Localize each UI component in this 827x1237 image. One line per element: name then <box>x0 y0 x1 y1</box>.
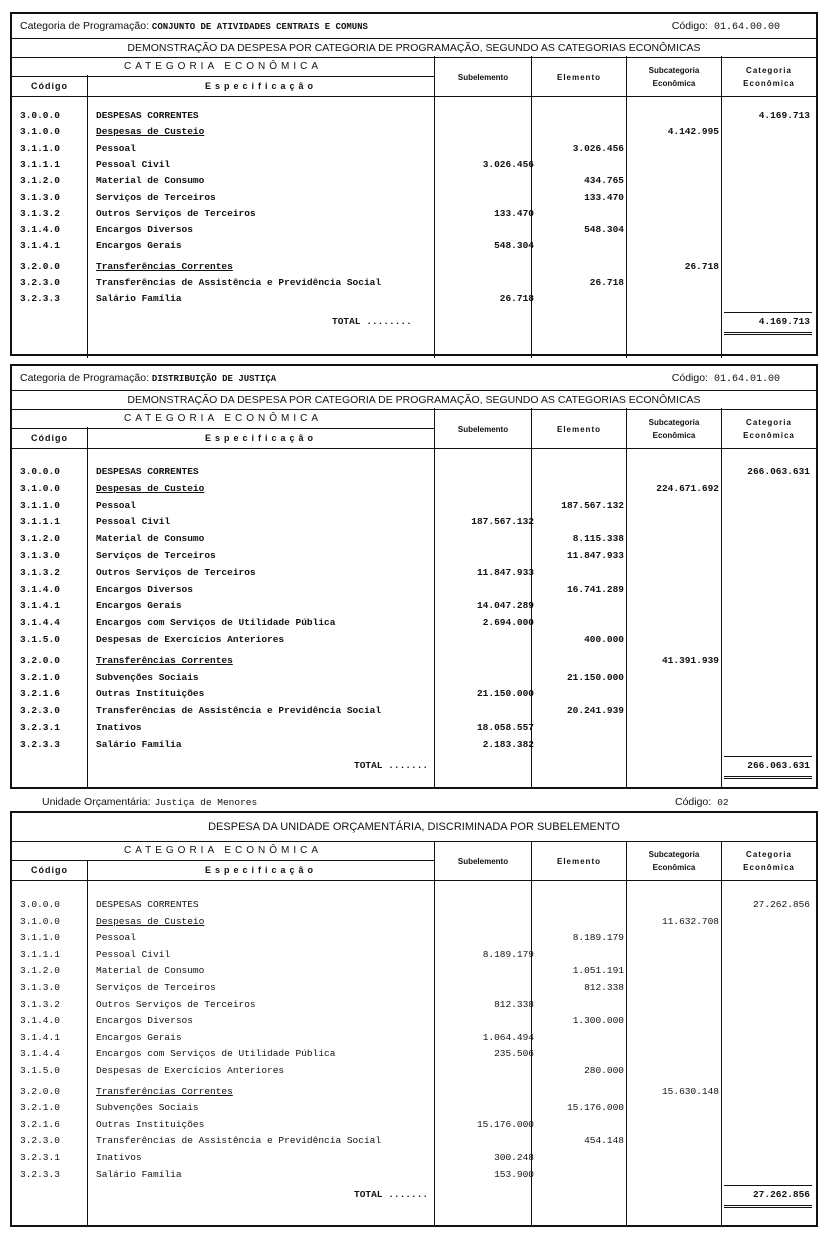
table-row <box>12 632 816 648</box>
cell-categoria: 266.063.631 <box>747 466 810 477</box>
section-1-table <box>10 12 818 356</box>
cell-code: 3.1.4.0 <box>20 1015 60 1027</box>
col-subelemento: Subelemento <box>457 424 509 434</box>
code-value: 02 <box>717 797 729 808</box>
col-especificacao: Especificação <box>204 433 318 443</box>
col-codigo: Código <box>31 433 68 443</box>
table-row <box>12 980 816 996</box>
section-subtitle: DEMONSTRAÇÃO DA DESPESA POR CATEGORIA DE PROGRAMAÇÃO, SEGUNDO AS CATEGORIAS ECONÔMICAS <box>12 39 816 58</box>
cell-desc: Despesas de Custeio <box>96 482 205 494</box>
cell-code: 3.1.4.1 <box>20 1031 60 1043</box>
cell-desc: Encargos Diversos <box>96 224 193 236</box>
cell-subelemento: 548.304 <box>494 240 534 252</box>
unit-line <box>42 796 257 808</box>
total-double-rule <box>724 1205 812 1208</box>
cell-desc: Transferências de Assistência e Previdência Social <box>96 277 382 288</box>
cell-desc: Encargos Gerais <box>96 240 182 252</box>
col-categoria-economica: CATEGORIA ECONÔMICA <box>12 58 434 77</box>
cell-categoria: 4.169.713 <box>758 110 810 121</box>
cell-code: 3.2.0.0 <box>20 1085 60 1097</box>
cell-desc: Outros Serviços de Terceiros <box>96 566 256 578</box>
table-row <box>12 222 816 238</box>
total-double-rule <box>724 332 812 335</box>
table-row <box>12 914 816 930</box>
cell-code: 3.1.3.2 <box>20 998 60 1010</box>
cell-subelemento: 15.176.000 <box>476 1118 534 1130</box>
code-label: Código: <box>671 20 708 32</box>
unit-label: Unidade Orçamentária: <box>42 796 151 808</box>
table-row <box>12 275 816 291</box>
cell-desc: Inativos <box>96 1152 142 1163</box>
cell-code: 3.2.3.1 <box>20 722 60 733</box>
cell-code: 3.2.1.6 <box>20 688 60 700</box>
cell-code: 3.2.3.0 <box>20 277 60 288</box>
cell-desc: Encargos Gerais <box>96 1031 182 1043</box>
cell-desc: Outras Instituições <box>96 688 205 700</box>
cell-code: 3.1.1.1 <box>20 158 60 170</box>
cell-code: 3.0.0.0 <box>20 466 60 477</box>
cell-elemento: 548.304 <box>584 224 624 236</box>
table-row <box>12 173 816 189</box>
cell-subelemento: 235.506 <box>494 1048 534 1060</box>
cell-code: 3.1.5.0 <box>20 1065 60 1076</box>
cell-code: 3.2.1.0 <box>20 1102 60 1114</box>
total-label: TOTAL ....... <box>354 1189 429 1201</box>
code-label: Código: <box>675 796 712 808</box>
cell-desc: Encargos Gerais <box>96 600 182 612</box>
table-row <box>12 1013 816 1029</box>
table-row <box>12 670 816 686</box>
unit-value: Justiça de Menores <box>154 797 258 808</box>
cell-code: 3.1.1.0 <box>20 142 60 154</box>
table-row <box>12 615 816 631</box>
cell-desc: Subvenções Sociais <box>96 1102 199 1114</box>
column-header <box>12 410 816 449</box>
cell-subcategoria: 224.671.692 <box>656 482 719 494</box>
code-label: Código: <box>671 372 708 384</box>
cell-elemento: 1.300.000 <box>572 1015 624 1027</box>
table-row <box>12 565 816 581</box>
table-row <box>12 481 816 497</box>
table-row <box>12 1063 816 1079</box>
cell-elemento: 11.847.933 <box>566 550 624 561</box>
col-subcategoria: Subcategoria Econômica <box>648 850 700 872</box>
cell-desc: Encargos Diversos <box>96 1015 193 1027</box>
cell-desc: DESPESAS CORRENTES <box>96 110 199 121</box>
table-row <box>12 124 816 140</box>
cell-code: 3.1.2.0 <box>20 533 60 545</box>
table-row <box>12 206 816 222</box>
cell-desc: Encargos com Serviços de Utilidade Pública <box>96 1048 336 1060</box>
cell-desc: Subvenções Sociais <box>96 671 199 683</box>
cell-subelemento: 812.338 <box>494 998 534 1010</box>
col-categoria-economica: CATEGORIA ECONÔMICA <box>12 410 434 429</box>
cell-code: 3.1.3.0 <box>20 982 60 993</box>
table-row <box>12 238 816 254</box>
total-rule <box>724 1185 812 1186</box>
table-row <box>12 1117 816 1133</box>
cell-elemento: 8.189.179 <box>572 932 624 944</box>
table-row <box>12 947 816 963</box>
section-subtitle: DESPESA DA UNIDADE ORÇAMENTÁRIA, DISCRIMINADA POR SUBELEMENTO <box>12 813 816 842</box>
table-row <box>12 1150 816 1166</box>
cell-desc: Inativos <box>96 722 142 733</box>
cell-subelemento: 300.248 <box>494 1152 534 1163</box>
code-value: 01.64.01.00 <box>713 374 780 385</box>
total-value: 4.169.713 <box>758 315 810 327</box>
col-subelemento: Subelemento <box>457 856 509 866</box>
total-label: TOTAL ........ <box>332 315 412 327</box>
cell-code: 3.1.1.1 <box>20 516 60 528</box>
cell-elemento: 812.338 <box>584 982 624 993</box>
cell-desc: Despesas de Exercícios Anteriores <box>96 634 285 645</box>
table-row <box>12 582 816 598</box>
cell-code: 3.1.1.0 <box>20 499 60 511</box>
cell-elemento: 3.026.456 <box>572 142 624 154</box>
table-row <box>12 464 816 480</box>
cell-desc: Encargos com Serviços de Utilidade Pública <box>96 617 336 629</box>
cell-desc: Pessoal Civil <box>96 948 171 960</box>
section-2-header <box>12 366 816 391</box>
section-3-table <box>10 811 818 1227</box>
col-subcategoria: Subcategoria Econômica <box>648 418 700 440</box>
table-row <box>12 514 816 530</box>
cell-desc: Salário Família <box>96 738 182 750</box>
cell-elemento: 187.567.132 <box>561 499 624 511</box>
col-categoria: Categoria Econômica <box>743 66 795 88</box>
cell-desc: Transferências de Assistência e Previdência Social <box>96 705 382 717</box>
table-row <box>12 157 816 173</box>
cell-desc: Salário Família <box>96 293 182 305</box>
cell-code: 3.1.4.1 <box>20 600 60 612</box>
cell-subcategoria: 26.718 <box>684 260 719 272</box>
cell-elemento: 8.115.338 <box>572 533 624 545</box>
table-row <box>12 1084 816 1100</box>
table-row <box>12 703 816 719</box>
cell-desc: Transferências Correntes <box>96 260 233 272</box>
cell-desc: Serviços de Terceiros <box>96 550 216 561</box>
cell-subelemento: 153.900 <box>494 1168 534 1180</box>
cell-code: 3.1.2.0 <box>20 175 60 187</box>
cell-subelemento: 1.064.494 <box>482 1031 534 1043</box>
cell-elemento: 280.000 <box>584 1065 624 1076</box>
cell-desc: Material de Consumo <box>96 533 205 545</box>
cell-subelemento: 8.189.179 <box>482 948 534 960</box>
cell-desc: Pessoal Civil <box>96 516 171 528</box>
cell-code: 3.2.3.0 <box>20 705 60 717</box>
cell-desc: Material de Consumo <box>96 175 205 187</box>
cell-desc: Serviços de Terceiros <box>96 982 216 993</box>
cell-code: 3.2.3.1 <box>20 1152 60 1163</box>
col-elemento: Elemento <box>556 856 601 866</box>
total-value: 266.063.631 <box>747 759 810 771</box>
cell-code: 3.1.3.0 <box>20 550 60 561</box>
cell-code: 3.1.4.4 <box>20 1048 60 1060</box>
cell-code: 3.1.5.0 <box>20 634 60 645</box>
cell-desc: Transferências Correntes <box>96 1085 233 1097</box>
table-row <box>12 720 816 736</box>
table-row <box>12 653 816 669</box>
cell-elemento: 26.718 <box>589 277 624 288</box>
cell-desc: Serviços de Terceiros <box>96 191 216 203</box>
col-categoria-economica: CATEGORIA ECONÔMICA <box>12 842 434 861</box>
total-double-rule <box>724 776 812 779</box>
table-row <box>12 190 816 206</box>
cell-desc: Pessoal <box>96 499 136 511</box>
table-row <box>12 963 816 979</box>
cell-desc: Outros Serviços de Terceiros <box>96 207 256 219</box>
cell-code: 3.2.3.3 <box>20 1168 60 1180</box>
cell-desc: Pessoal <box>96 932 136 944</box>
total-rule <box>724 756 812 757</box>
cell-code: 3.2.1.0 <box>20 671 60 683</box>
cell-categoria: 27.262.856 <box>752 899 810 910</box>
cell-subelemento: 2.694.000 <box>482 617 534 629</box>
cell-code: 3.0.0.0 <box>20 899 60 910</box>
cell-subelemento: 187.567.132 <box>471 516 534 528</box>
table-row <box>12 1030 816 1046</box>
cell-subelemento: 2.183.382 <box>482 738 534 750</box>
cell-code: 3.2.3.3 <box>20 293 60 305</box>
cell-subelemento: 26.718 <box>499 293 534 305</box>
cell-desc: Transferências Correntes <box>96 654 233 666</box>
table-row <box>12 141 816 157</box>
cell-desc: Transferências de Assistência e Previdência Social <box>96 1135 382 1147</box>
cell-elemento: 454.148 <box>584 1135 624 1147</box>
cell-subelemento: 3.026.456 <box>482 158 534 170</box>
section-2-table <box>10 364 818 789</box>
table-row <box>12 686 816 702</box>
category-label: Categoria de Programação: <box>20 372 149 384</box>
cell-subcategoria: 15.630.148 <box>661 1085 719 1097</box>
table-row <box>12 1100 816 1116</box>
table-row <box>12 548 816 564</box>
cell-code: 3.1.4.0 <box>20 224 60 236</box>
table-row <box>12 531 816 547</box>
cell-subelemento: 11.847.933 <box>476 566 534 578</box>
cell-elemento: 20.241.939 <box>566 705 624 717</box>
cell-code: 3.1.1.0 <box>20 932 60 944</box>
cell-code: 3.2.3.0 <box>20 1135 60 1147</box>
cell-desc: Encargos Diversos <box>96 583 193 595</box>
cell-subelemento: 133.470 <box>494 207 534 219</box>
cell-code: 3.0.0.0 <box>20 110 60 121</box>
section-subtitle: DEMONSTRAÇÃO DA DESPESA POR CATEGORIA DE PROGRAMAÇÃO, SEGUNDO AS CATEGORIAS ECONÔMICAS <box>12 391 816 410</box>
table-row <box>12 997 816 1013</box>
cell-desc: Despesas de Custeio <box>96 915 205 927</box>
table-row <box>12 498 816 514</box>
table-row <box>12 598 816 614</box>
cell-code: 3.1.1.1 <box>20 948 60 960</box>
code-value: 01.64.00.00 <box>713 22 780 33</box>
column-header <box>12 842 816 881</box>
cell-subelemento: 14.047.289 <box>476 600 534 612</box>
table-row <box>12 1133 816 1149</box>
cell-subcategoria: 41.391.939 <box>661 654 719 666</box>
section-3-rows <box>12 897 816 1217</box>
section-2-rows <box>12 464 816 784</box>
table-row <box>12 930 816 946</box>
cell-subcategoria: 4.142.995 <box>667 126 719 138</box>
cell-code: 3.1.3.2 <box>20 566 60 578</box>
col-elemento: Elemento <box>556 424 601 434</box>
category-value: DISTRIBUIÇÃO DE JUSTIÇA <box>151 374 277 384</box>
col-elemento: Elemento <box>556 72 601 82</box>
cell-subelemento: 21.150.000 <box>476 688 534 700</box>
cell-desc: DESPESAS CORRENTES <box>96 466 199 477</box>
cell-code: 3.1.3.0 <box>20 191 60 203</box>
col-codigo: Código <box>31 865 68 875</box>
cell-code: 3.1.4.1 <box>20 240 60 252</box>
col-especificacao: Especificação <box>204 865 318 875</box>
cell-code: 3.1.3.2 <box>20 207 60 219</box>
table-row <box>12 108 816 124</box>
cell-desc: Salário Família <box>96 1168 182 1180</box>
table-row <box>12 737 816 753</box>
table-row <box>12 1046 816 1062</box>
cell-elemento: 15.176.000 <box>566 1102 624 1114</box>
col-subelemento: Subelemento <box>457 72 509 82</box>
col-categoria: Categoria Econômica <box>743 850 795 872</box>
cell-desc: Pessoal <box>96 142 136 154</box>
cell-subelemento: 18.058.557 <box>476 722 534 733</box>
cell-elemento: 434.765 <box>584 175 624 187</box>
cell-desc: Material de Consumo <box>96 965 205 977</box>
cell-desc: Outros Serviços de Terceiros <box>96 998 256 1010</box>
cell-code: 3.1.0.0 <box>20 482 60 494</box>
cell-elemento: 133.470 <box>584 191 624 203</box>
cell-desc: Pessoal Civil <box>96 158 171 170</box>
col-categoria: Categoria Econômica <box>743 418 795 440</box>
cell-code: 3.1.2.0 <box>20 965 60 977</box>
table-row <box>12 291 816 307</box>
cell-elemento: 400.000 <box>584 634 624 645</box>
cell-desc: Outras Instituições <box>96 1118 205 1130</box>
cell-code: 3.1.4.4 <box>20 617 60 629</box>
cell-elemento: 21.150.000 <box>566 671 624 683</box>
col-codigo: Código <box>31 81 68 91</box>
column-header <box>12 58 816 97</box>
total-label: TOTAL ....... <box>354 759 429 771</box>
cell-code: 3.2.1.6 <box>20 1118 60 1130</box>
table-row <box>12 897 816 913</box>
cell-elemento: 1.051.191 <box>572 965 624 977</box>
cell-code: 3.2.3.3 <box>20 738 60 750</box>
total-rule <box>724 312 812 313</box>
cell-code: 3.1.4.0 <box>20 583 60 595</box>
cell-desc: Despesas de Custeio <box>96 126 205 138</box>
cell-desc: DESPESAS CORRENTES <box>96 899 199 910</box>
section-1-rows <box>12 108 816 348</box>
cell-subcategoria: 11.632.708 <box>661 915 719 927</box>
total-value: 27.262.856 <box>752 1189 810 1201</box>
cell-code: 3.1.0.0 <box>20 126 60 138</box>
unit-code <box>675 796 729 808</box>
cell-code: 3.1.0.0 <box>20 915 60 927</box>
col-subcategoria: Subcategoria Econômica <box>648 66 700 88</box>
divider <box>87 75 88 98</box>
cell-desc: Despesas de Exercícios Anteriores <box>96 1065 285 1076</box>
cell-code: 3.2.0.0 <box>20 654 60 666</box>
table-row <box>12 259 816 275</box>
cell-code: 3.2.0.0 <box>20 260 60 272</box>
col-especificacao: Especificação <box>204 81 318 91</box>
section-1-header <box>12 14 816 39</box>
table-row <box>12 1167 816 1183</box>
category-value: CONJUNTO DE ATIVIDADES CENTRAIS E COMUNS <box>151 22 368 32</box>
cell-elemento: 16.741.289 <box>566 583 624 595</box>
category-label: Categoria de Programação: <box>20 20 149 32</box>
